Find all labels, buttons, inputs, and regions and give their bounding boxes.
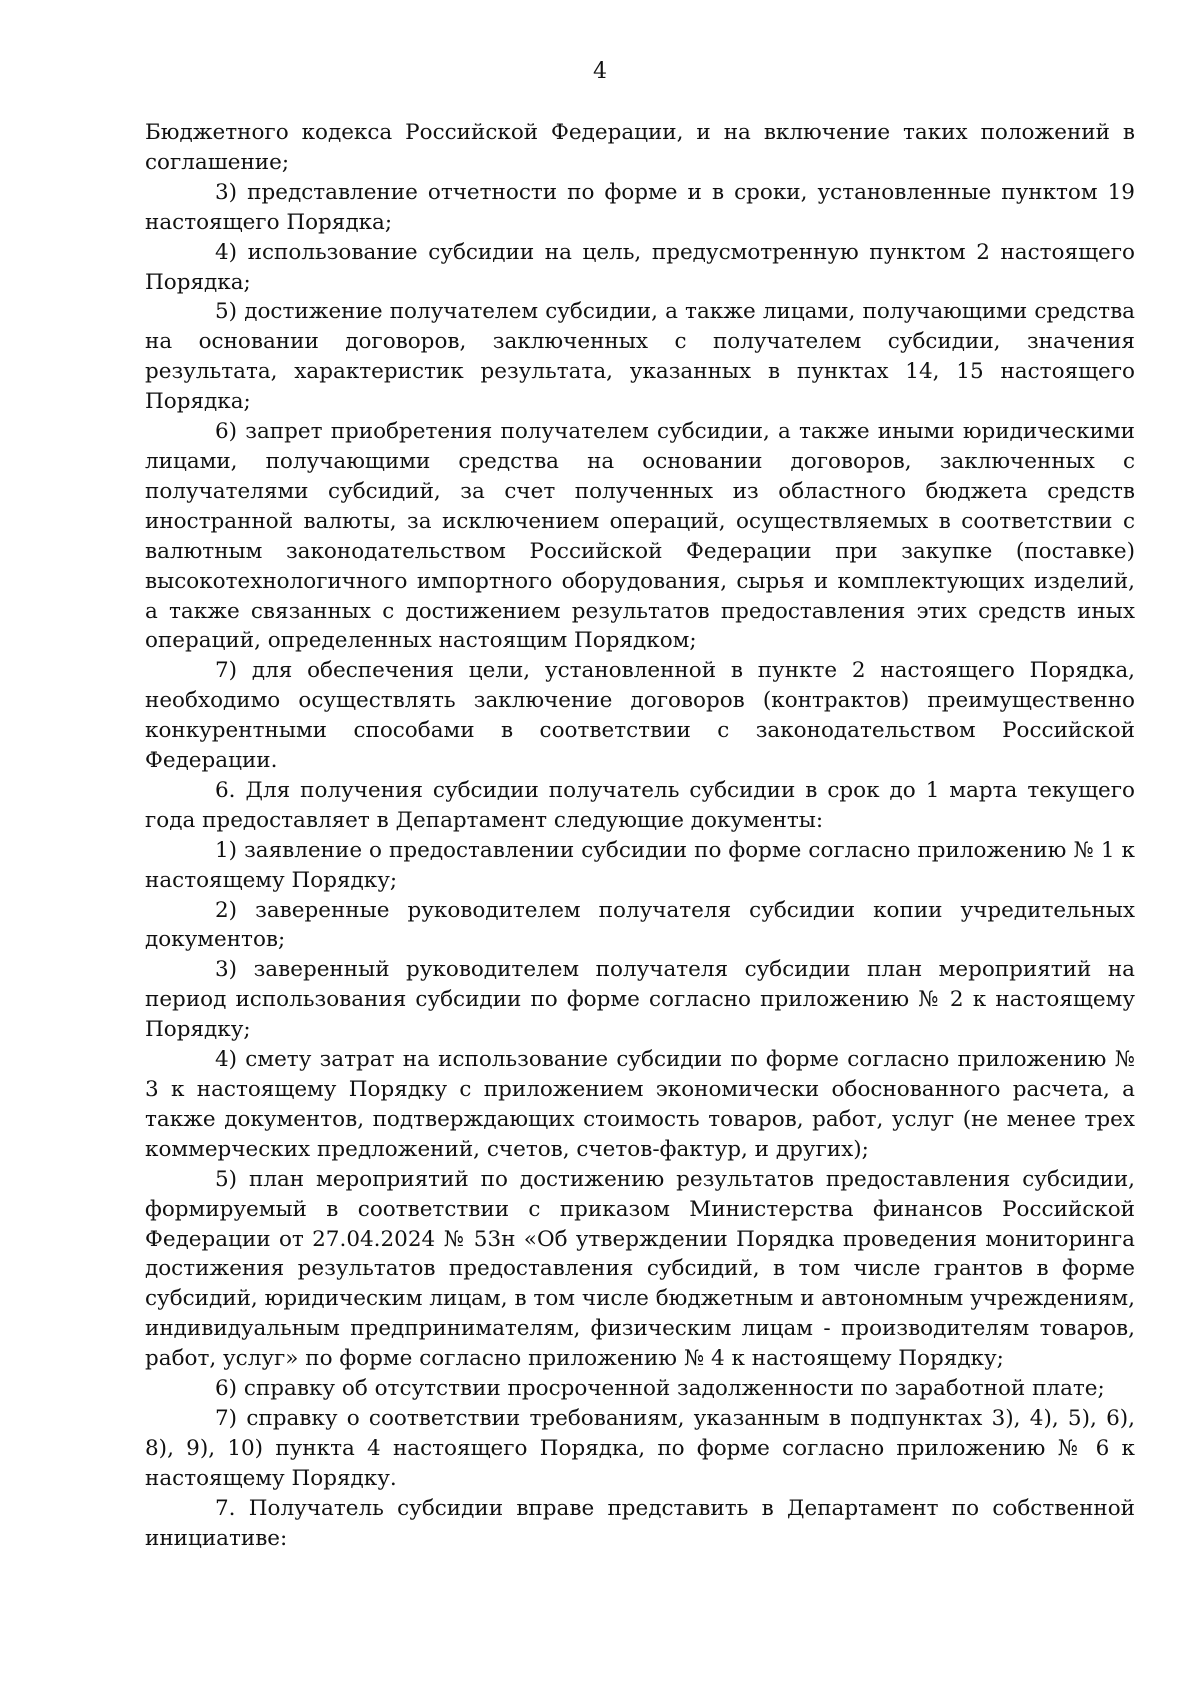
paragraph-doc-7-compliance-certificate: 7) справку о соответствии требованиям, указанным в подпунктах 3), 4), 5), 6), 8), 9), 10) пункта 4 настоящего Порядка, по форме согласно приложению № 6 к настоящему Порядку. — [145, 1405, 1135, 1491]
paragraph-doc-3-action-plan: 3) заверенный руководителем получателя субсидии план мероприятий на период использования субсидии по форме согласно приложению № 2 к настоящему Порядку; — [145, 957, 1135, 1043]
paragraph-section-7: 7. Получатель субсидии вправе представить в Департамент по собственной инициативе: — [145, 1495, 1135, 1551]
paragraph-continuation: Бюджетного кодекса Российской Федерации, и на включение таких положений в соглашение; — [145, 120, 1135, 175]
paragraph-item-7-contracts: 7) для обеспечения цели, установленной в пункте 2 настоящего Порядка, необходимо осуществлять заключение договоров (контрактов) преимущественно конкурентными способами в соответствии с законодательством Российской Федерации. — [145, 658, 1135, 774]
paragraph-doc-1-application: 1) заявление о предоставлении субсидии по форме согласно приложению № 1 к настоящему Порядку; — [145, 837, 1135, 893]
page-number: 4 — [593, 59, 607, 84]
paragraph-doc-2-founding-docs: 2) заверенные руководителем получателя субсидии копии учредительных документов; — [145, 897, 1135, 953]
paragraph-item-3-reporting: 3) представление отчетности по форме и в сроки, установленные пунктом 19 настоящего Порядка; — [145, 179, 1135, 235]
paragraph-item-6-currency-ban: 6) запрет приобретения получателем субсидии, а также иными юридическими лицами, получающими средства на основании договоров, заключенных с получателями субсидий, за счет полученных из областного бюджета средств иностранной валюты, за исключением операций, осуществляемых в соответствии с валютным законодательством Российской Федерации при закупке (поставке) высокотехнологичного импортного оборудования, сырья и комплектующих изделий, а также связанных с достижением результатов предоставления этих средств иных операций, определенных настоящим Порядком; — [145, 419, 1135, 654]
paragraph-doc-5-results-plan: 5) план мероприятий по достижению результатов предоставления субсидии, формируемый в соответствии с приказом Министерства финансов Российской Федерации от 27.04.2024 № 53н «Об утверждении Порядка проведения мониторинга достижения результатов предоставления субсидий, в том числе грантов в форме субсидий, юридическим лицам, в том числе бюджетным и автономным учреждениям, индивидуальным предпринимателям, физическим лицам - производителям товаров, работ, услуг» по форме согласно приложению № 4 к настоящему Порядку; — [145, 1166, 1135, 1372]
document-body — [145, 118, 1135, 1554]
paragraph-section-6: 6. Для получения субсидии получатель субсидии в срок до 1 марта текущего года предоставляет в Департамент следующие документы: — [145, 777, 1135, 833]
paragraph-item-5-results: 5) достижение получателем субсидии, а также лицами, получающими средства на основании договоров, заключенных с получателем субсидии, значения результата, характеристик результата, указанных в пунктах 14, 15 настоящего Порядка; — [145, 299, 1135, 415]
paragraph-doc-6-salary-certificate: 6) справку об отсутствии просроченной задолженности по заработной плате; — [215, 1376, 1105, 1402]
paragraph-item-4-purpose: 4) использование субсидии на цель, предусмотренную пунктом 2 настоящего Порядка; — [145, 239, 1135, 295]
paragraph-doc-4-cost-estimate: 4) смету затрат на использование субсидии по форме согласно приложению № 3 к настоящему Порядку с приложением экономически обоснованного расчета, а также документов, подтверждающих стоимость товаров, работ, услуг (не менее трех коммерческих предложений, счетов, счетов-фактур, и других); — [145, 1047, 1135, 1162]
